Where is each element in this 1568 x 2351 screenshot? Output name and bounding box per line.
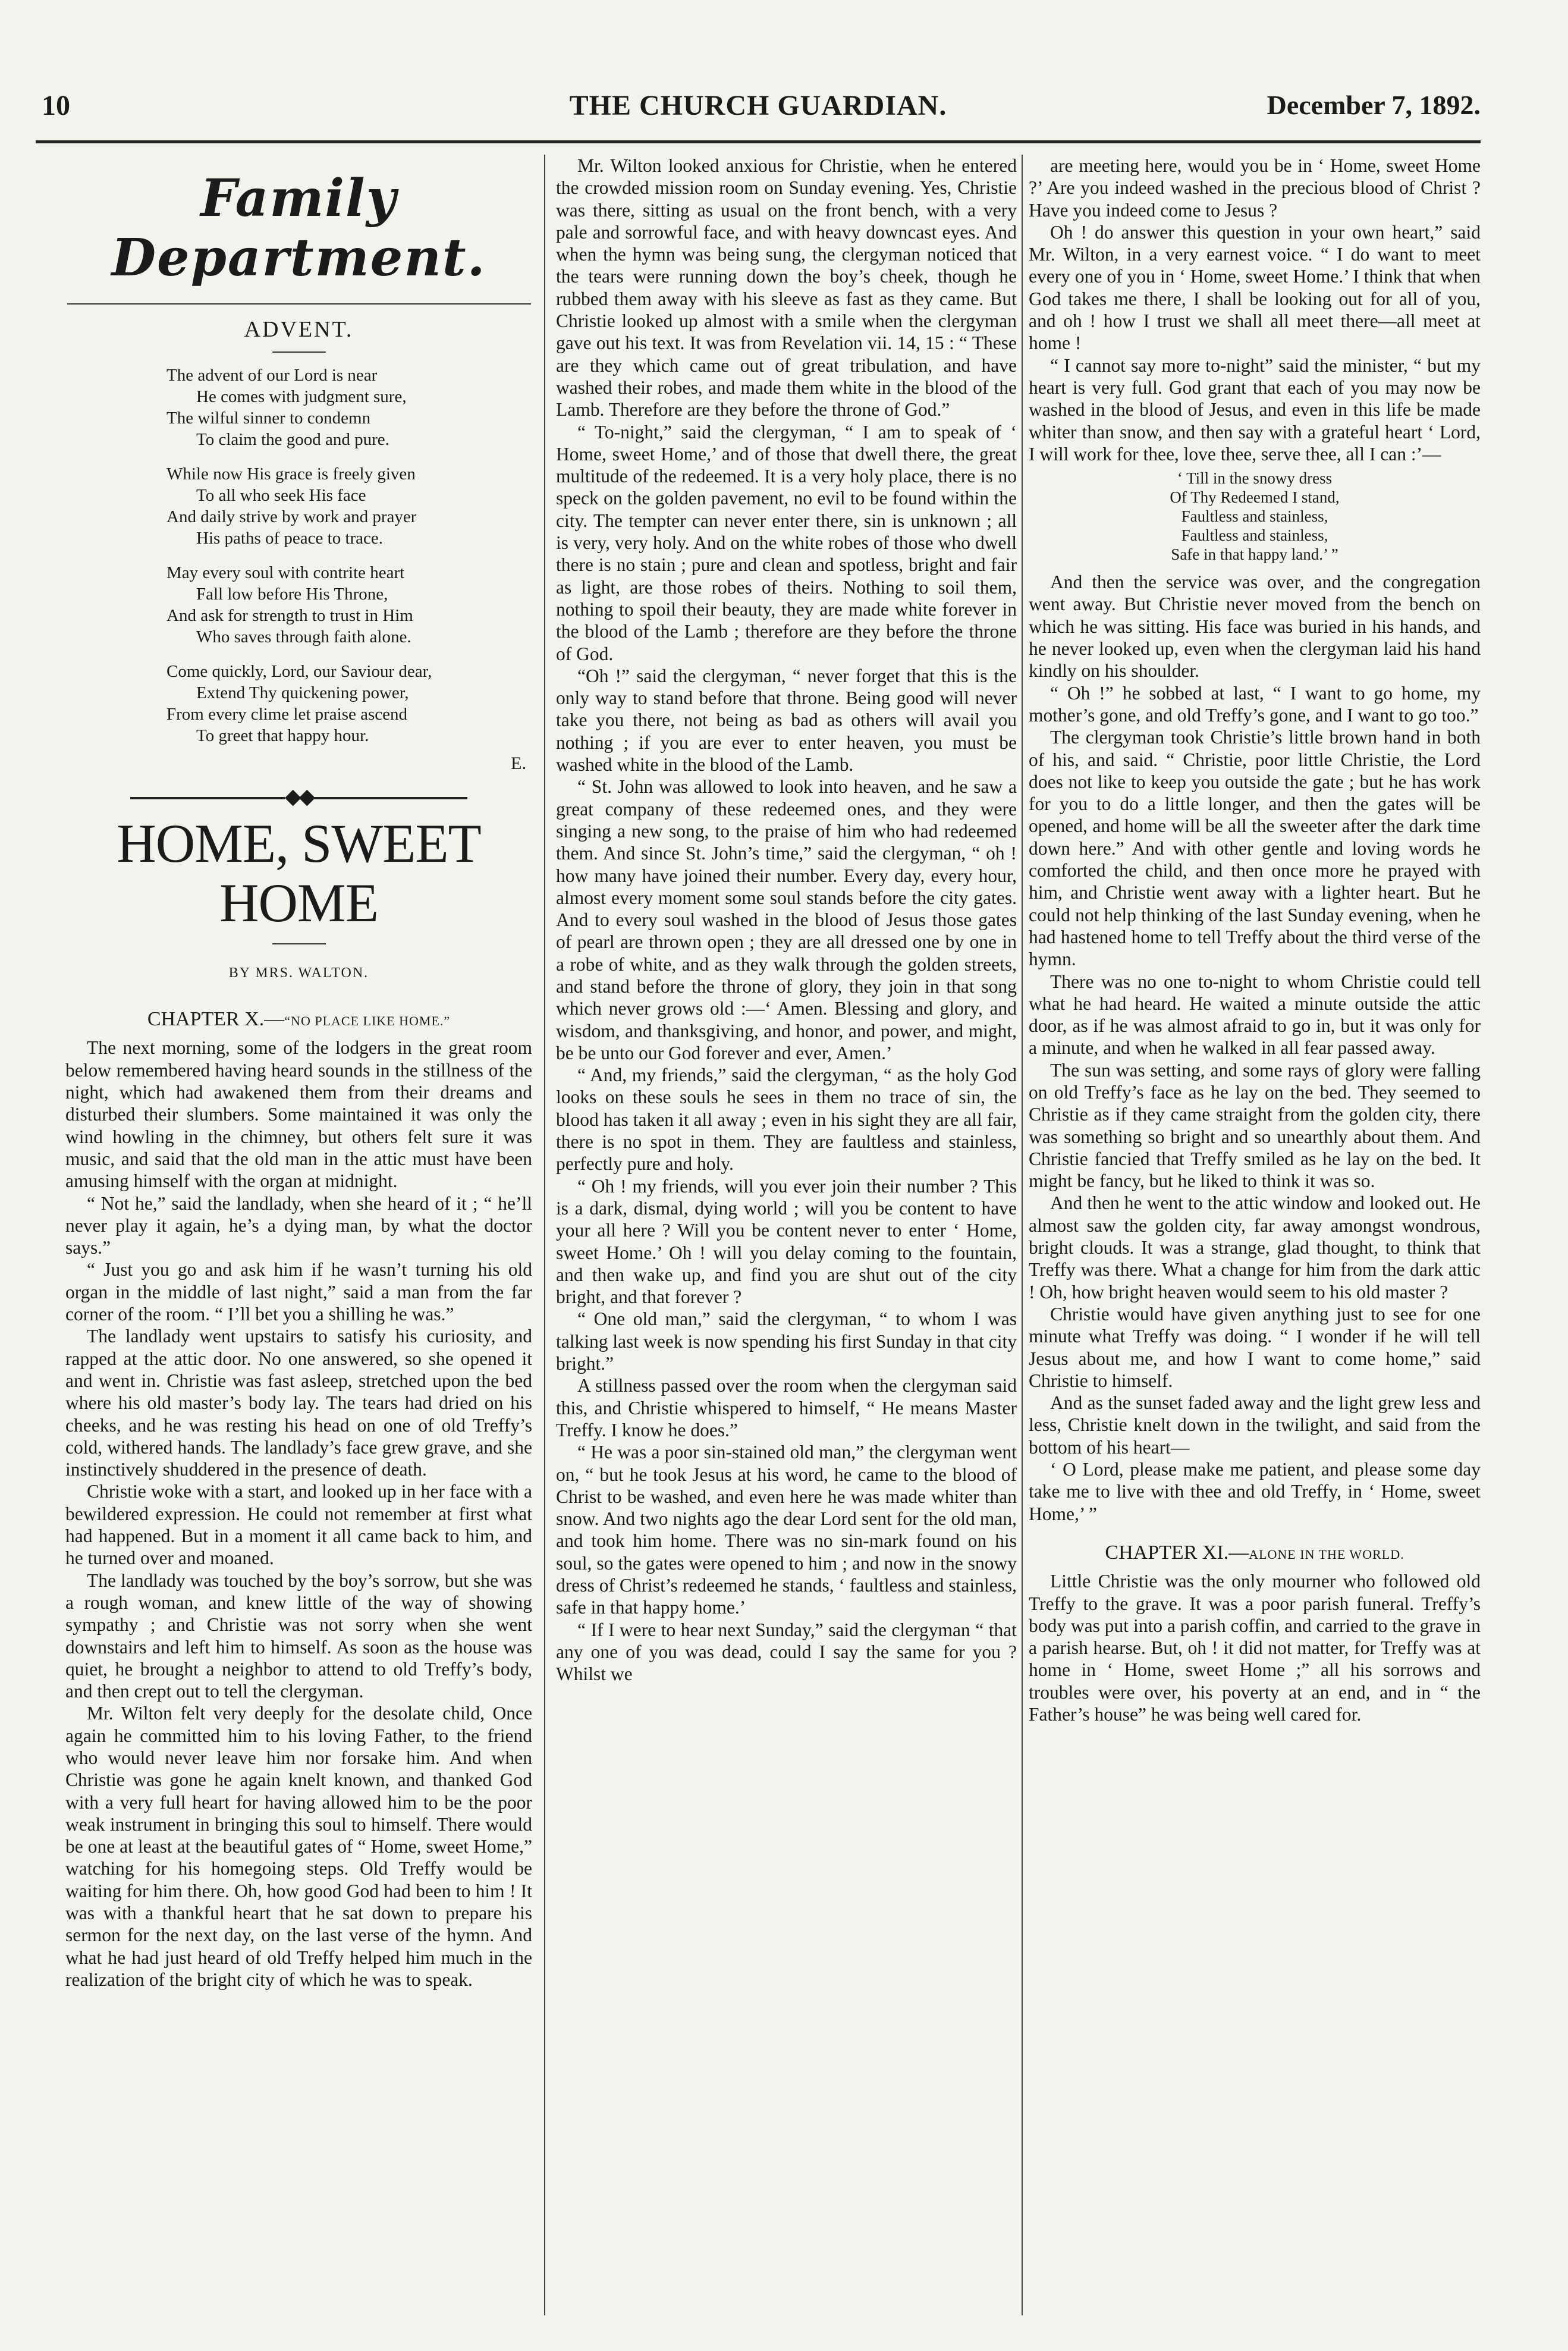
poem-line: Fall low before His Throne, — [196, 585, 388, 604]
paragraph: The landlady was touched by the boy’s sorrow, but she was a rough woman, and knew little of the way of showing sympathy ; and Christie was not sorry when she went downstairs and left him to himself. As soon as the house was quiet, he brought a neighbor to attend to old Treffy’s body, and then crept out to tell the clergyman. — [65, 1570, 532, 1702]
divider — [272, 943, 326, 944]
issue-date: December 7, 1892. — [1267, 90, 1481, 120]
column-divider — [544, 155, 545, 2315]
paragraph: And as the sunset faded away and the light grew less and less, Christie knelt down in the twilight, and said from the bottom of his heart— — [1029, 1392, 1481, 1458]
poem-stanza — [166, 562, 532, 648]
paragraph: ‘ O Lord, please make me patient, and please some day take me to live with thee and old Treffy, in ‘ Home, sweet Home,’ ” — [1029, 1459, 1481, 1524]
paragraph: “ I cannot say more to-night” said the minister, “ but my heart is very full. God grant that each of you may now be washed in the blood of Jesus, and even in this life be made whiter than snow, and then say with a grateful heart ‘ Lord, I will work for thee, love thee, serve thee, all I can :’— — [1029, 354, 1481, 464]
chapter-label: CHAPTER X.— — [147, 1008, 285, 1031]
paragraph: And then the service was over, and the congregation went away. But Christie never moved from the bench on which he was sitting. His face was buried in his hands, and he never looked up, even when the clergyman laid his hand kindly on his shoulder. — [1029, 572, 1481, 682]
poem-line: The advent of our Lord is near — [166, 366, 378, 385]
poem-stanza — [166, 365, 532, 450]
verse-line: Safe in that happy land.’ ” — [1171, 545, 1338, 564]
paragraph: Oh ! do answer this question in your own heart,” said Mr. Wilton, in a very earnest voice. “ I do want to meet every one of you in ‘ Home, sweet Home.’ I think that when God takes me there, I shall be looking out for all of you, and oh ! how I trust we shall all meet there—all meet at home ! — [1029, 221, 1481, 354]
poem-line: And ask for strength to trust in Him — [166, 606, 413, 626]
poem-line: And daily strive by work and prayer — [166, 507, 417, 527]
newspaper-title: THE CHURCH GUARDIAN. — [569, 90, 947, 121]
paragraph: The sun was setting, and some rays of glory were falling on old Treffy’s face as he lay on the bed. They seemed to Christie as if they came straight from the golden city, there was something so bright and so unearthly about them. And Christie fancied that Treffy smiled as he lay on the bed. It might be fancy, but he liked to think it was so. — [1029, 1059, 1481, 1192]
verse-line: Faultless and stainless, — [1181, 526, 1328, 545]
page-header — [36, 89, 1481, 149]
poem-line: To all who seek His face — [196, 486, 366, 506]
column-1-text — [65, 1037, 532, 1991]
paragraph: “ One old man,” said the clergyman, “ to whom I was talking last week is now spending his first Sunday in that city bright.” — [556, 1308, 1017, 1374]
paragraph: The next morning, some of the lodgers in the great room below remembered having heard sounds in the stillness of the night, which had awakened them from their dreams and disturbed their slumbers. Some maintained it was only the wind howling in the chimney, but others felt sure it was music, and said that the old man in the attic must have been amusing himself with the organ at midnight. — [65, 1037, 532, 1192]
paragraph: “ And, my friends,” said the clergyman, “ as the holy God looks on these souls he sees in them no trace of sin, the blood has taken it all away ; even in his sight they are all fair, there is no spot in them. They are faultless and stainless, perfectly pure and holy. — [556, 1065, 1017, 1175]
paragraph: “ Oh !” he sobbed at last, “ I want to go home, my mother’s gone, and old Treffy’s gone, and I want to go too.” — [1029, 682, 1481, 726]
paragraph: The clergyman took Christie’s little brown hand in both of his, and said. “ Christie, poor little Christie, the Lord does not like to keep you outside the gate ; but he has work for you to do a little longer, and then the gates will be opened, and home will be all the sweeter after the dark time down here.” And with other gentle and loving words he comforted the child, and then once more he prayed with him, and Christie went away with a lighter heart. But he could not help thinking of the last Sunday evening, when he had hastened home to tell Treffy about the third verse of the hymn. — [1029, 727, 1481, 970]
chapter-subtitle: ALONE IN THE WORLD. — [1249, 1546, 1404, 1562]
paragraph: “ If I were to hear next Sunday,” said the clergyman “ that any one of you was dead, could I say the same for you ? Whilst we — [556, 1619, 1017, 1685]
column-2 — [556, 155, 1017, 2315]
paragraph: And then he went to the attic window and looked out. He almost saw the golden city, far away amongst wondrous, bright clouds. It was a strange, glad thought, to think that Treffy was there. What a change for him from the dark attic ! Oh, how bright heaven would seem to his old master ? — [1029, 1192, 1481, 1302]
paragraph: There was no one to-night to whom Christie could tell what he had heard. He waited a minute outside the attic door, as if he was almost afraid to go in, but it was only for a minute, and when he walked in all fear passed away. — [1029, 971, 1481, 1059]
poem-line: To claim the good and pure. — [196, 430, 389, 450]
paragraph: Christie would have given anything just to see for one minute what Treffy was doing. “ I wonder if he will tell Jesus about me, and how I want to come home,” said Christie to himself. — [1029, 1303, 1481, 1391]
verse-line: Faultless and stainless, — [1181, 507, 1328, 526]
department-title: Family Department. — [111, 168, 486, 288]
paragraph: “ To-night,” said the clergyman, “ I am to speak of ‘ Home, sweet Home,’ and of those that dwell there, the great multitude of the redeemed. It is a very holy place, there is no speck on the golden pavement, no evil to be found within the city. The tempter can never enter there, sin is unknown ; all is very, very holy. And on the white robes of those who dwell there is no stain ; pure and clean and spotless, bright and fair as light, are those robes of theirs. Nothing to soil them, nothing to spoil their beauty, they are made white forever in the blood of the Lamb ; therefore are they before the throne of God. — [556, 421, 1017, 664]
poem-line: While now His grace is freely given — [166, 464, 416, 484]
paragraph: “ Not he,” said the landlady, when she heard of it ; “ he’ll never play it again, he’s a dying man, by what the doctor says.” — [65, 1192, 532, 1258]
poem-line: From every clime let praise ascend — [166, 705, 408, 724]
chapter-label: CHAPTER XI.— — [1105, 1541, 1249, 1564]
paragraph: Mr. Wilton felt very deeply for the desolate child, Once again he committed him to his loving Father, to the friend who would never leave him nor forsake him. And when Christie was gone he again knelt known, and thanked God with a very full heart for having allowed him to be the poor weak instrument in bringing this soul to himself. There would be one at least at the beautiful gates of “ Home, sweet Home,” watching for his homegoing steps. Old Treffy would be waiting for him there. Oh, how good God had been to him ! It was with a thankful heart that he sat down to prepare his sermon for the next day, on the last verse of the hymn. And what he had just heard of old Treffy helped him much in the realization of the bright city of which he was to speak. — [65, 1703, 532, 1990]
page-number: 10 — [42, 90, 70, 121]
poem-title: ADVENT. — [244, 317, 354, 342]
chapter-heading — [1029, 1542, 1481, 1565]
divider — [272, 351, 326, 353]
header-rule — [36, 140, 1481, 143]
poem-signature: E. — [511, 754, 526, 774]
paragraph: “Oh !” said the clergyman, “ never forget that this is the only way to stand before that throne. Being good will never take you there, not being as bad as others will avail you nothing ; if you are ever to enter heaven, you must be washed white in the blood of the Lamb. — [556, 665, 1017, 776]
poem-line: He comes with judgment sure, — [196, 387, 407, 407]
poem-line: May every soul with contrite heart — [166, 563, 405, 583]
divider — [67, 303, 531, 305]
paragraph: A stillness passed over the room when the clergyman said this, and Christie whispered to himself, “ He means Master Treffy. I know he does.” — [556, 1375, 1017, 1440]
ornament-divider: ◆◆ — [65, 786, 532, 808]
hymn-verse — [1029, 469, 1481, 564]
column-3-text — [1029, 155, 1481, 465]
poem-line: Extend Thy quickening power, — [196, 683, 409, 703]
story-author: BY MRS. WALTON. — [228, 965, 369, 981]
paragraph: Christie woke with a start, and looked up in her face with a bewildered expression. He could not remember at first what had happened. But in a moment it all came back to him, and he turned over and moaned. — [65, 1481, 532, 1569]
poem-body — [65, 365, 532, 746]
paragraph: are meeting here, would you be in ‘ Home, sweet Home ?’ Are you indeed washed in the precious blood of Christ ? Have you indeed come to Jesus ? — [1029, 155, 1481, 221]
poem-stanza — [166, 661, 532, 746]
paragraph: “ Just you go and ask him if he wasn’t turning his old organ in the middle of last night,” said a man from the far corner of the room. “ I’ll bet you a shilling he was.” — [65, 1259, 532, 1325]
chapter-subtitle: “NO PLACE LIKE HOME.” — [284, 1013, 451, 1029]
poem-line: The wilful sinner to condemn — [166, 409, 371, 428]
column-2-text — [556, 155, 1017, 1685]
story-title: HOME, SWEET HOME — [117, 812, 481, 933]
poem-line: Come quickly, Lord, our Saviour dear, — [166, 662, 432, 682]
column-divider — [1022, 155, 1023, 2315]
verse-line: ‘ Till in the snowy dress — [1177, 469, 1333, 488]
paragraph: Mr. Wilton looked anxious for Christie, when he entered the crowded mission room on Sunday evening. Yes, Christie was there, sitting as usual on the front bench, with a very pale and sorrowful face, and with heavy downcast eyes. And when the hymn was being sung, the clergyman noticed that the tears were running down the boy’s cheek, though he rubbed them away with his sleeve as fast as they came. But Christie looked up almost with a smile when the clergyman gave out his text. It was from Revelation vii. 14, 15 : “ These are they which came out of great tribulation, and have washed their robes, and made them white in the blood of the Lamb. Therefore are they before the throne of God.” — [556, 155, 1017, 420]
paragraph: “ St. John was allowed to look into heaven, and he saw a great company of these redeemed ones, and they were singing a new song, to the praise of him who had redeemed them. And since St. John’s time,” said the clergyman, “ oh ! how many have joined their number. Every day, every hour, almost every moment some soul stands before the city gates. And to every soul washed in the blood of Jesus those gates of pearl are thrown open ; they are all dressed one by one in a robe of white, and as they walk through the golden streets, and stand before the throne of glory, they join in that song which never grows old :—‘ Amen. Blessing and glory, and wisdom, and thanksgiving, and honor, and power, and might, be be unto our God forever and ever, Amen.’ — [556, 776, 1017, 1063]
poem-line: To greet that happy hour. — [196, 726, 369, 746]
column-3 — [1029, 155, 1481, 2315]
poem-line: Who saves through faith alone. — [196, 627, 411, 647]
column-3-text — [1029, 1570, 1481, 1725]
poem-line: His paths of peace to trace. — [196, 529, 384, 548]
chapter-heading — [65, 1008, 532, 1032]
paragraph: “ He was a poor sin-stained old man,” the clergyman went on, “ but he took Jesus at his word, he came to the blood of Christ to be washed, and even here he was made whiter than snow. And two nights ago the dear Lord sent for the old man, and took him home. There was no sin-mark found on his soul, so the gates were opened to him ; and now in the snowy dress of Christ’s redeemed he stands, ‘ faultless and stainless, safe in that happy home.’ — [556, 1442, 1017, 1618]
column-3-text — [1029, 571, 1481, 1525]
paragraph: The landlady went upstairs to satisfy his curiosity, and rapped at the attic door. No one answered, so she opened it and went in. Christie was fast asleep, stretched upon the bed where his old master’s body lay. The tears had dried on his cheeks, and he was resting his head on one of old Treffy’s cold, withered hands. The landlady’s face grew grave, and she instinctively shuddered in the presence of death. — [65, 1326, 532, 1480]
column-1 — [65, 155, 532, 2315]
verse-line: Of Thy Redeemed I stand, — [1170, 488, 1340, 507]
paragraph: Little Christie was the only mourner who followed old Treffy to the grave. It was a poor parish funeral. Treffy’s body was put into a parish coffin, and carried to the grave in a parish hearse. But, oh ! it did not matter, for Treffy was at home in ‘ Home, sweet Home ;” all his sorrows and troubles were over, his poverty at an end, and in “ the Father’s house” he was being well cared for. — [1029, 1571, 1481, 1725]
paragraph: “ Oh ! my friends, will you ever join their number ? This is a dark, dismal, dying world ; will you be content to have your all here ? Will you be content never to enter ‘ Home, sweet Home.’ Oh ! will you delay coming to the fountain, and then wake up, and find you are shut out of the city bright, and that forever ? — [556, 1175, 1017, 1308]
poem-stanza — [166, 463, 532, 549]
